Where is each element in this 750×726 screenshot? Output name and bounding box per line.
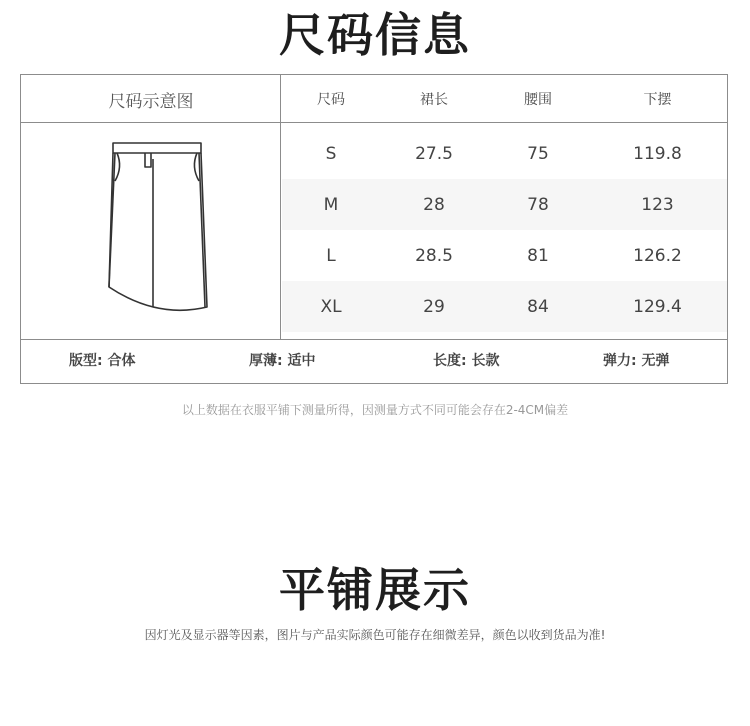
size-cell: XL	[320, 296, 342, 317]
size-cell: L	[326, 245, 336, 266]
hem-cell: 119.8	[633, 143, 682, 164]
header-hem: 下摆	[643, 92, 672, 108]
length-attribute: 长度: 长款	[433, 353, 500, 369]
length-cell: 28.5	[415, 245, 453, 266]
length-cell: 29	[423, 296, 445, 317]
fit-attribute: 版型: 合体	[69, 353, 136, 369]
elasticity-attribute: 弹力: 无弹	[603, 353, 670, 369]
length-cell: 28	[423, 194, 445, 215]
skirt-diagram-icon	[101, 137, 213, 315]
size-info-title: 尺码信息	[279, 8, 471, 62]
diagram-header: 尺码示意图	[108, 91, 194, 112]
table-row	[282, 281, 727, 332]
color-disclaimer: 因灯光及显示器等因素，图片与产品实际颜色可能存在细微差异，颜色以收到货品为准!	[144, 628, 606, 642]
size-cell: S	[325, 143, 337, 164]
waist-cell: 81	[527, 245, 549, 266]
measurement-note: 以上数据在衣服平铺下测量所得，因测量方式不同可能会存在2-4CM偏差	[181, 403, 569, 417]
hem-cell: 126.2	[633, 245, 682, 266]
waist-cell: 78	[527, 194, 549, 215]
hem-cell: 123	[641, 194, 674, 215]
size-cell: M	[323, 194, 339, 215]
table-row	[282, 230, 727, 281]
table-row	[282, 128, 727, 179]
header-skirt-length: 裙长	[420, 92, 448, 108]
header-waist: 腰围	[524, 92, 552, 108]
waist-cell: 84	[527, 296, 549, 317]
thickness-attribute: 厚薄: 适中	[249, 353, 316, 369]
length-cell: 27.5	[415, 143, 453, 164]
hem-cell: 129.4	[633, 296, 682, 317]
waist-cell: 75	[527, 143, 549, 164]
flat-display-title: 平铺展示	[279, 563, 471, 617]
size-table	[20, 74, 728, 384]
header-size: 尺码	[317, 92, 345, 108]
table-row	[282, 179, 727, 230]
